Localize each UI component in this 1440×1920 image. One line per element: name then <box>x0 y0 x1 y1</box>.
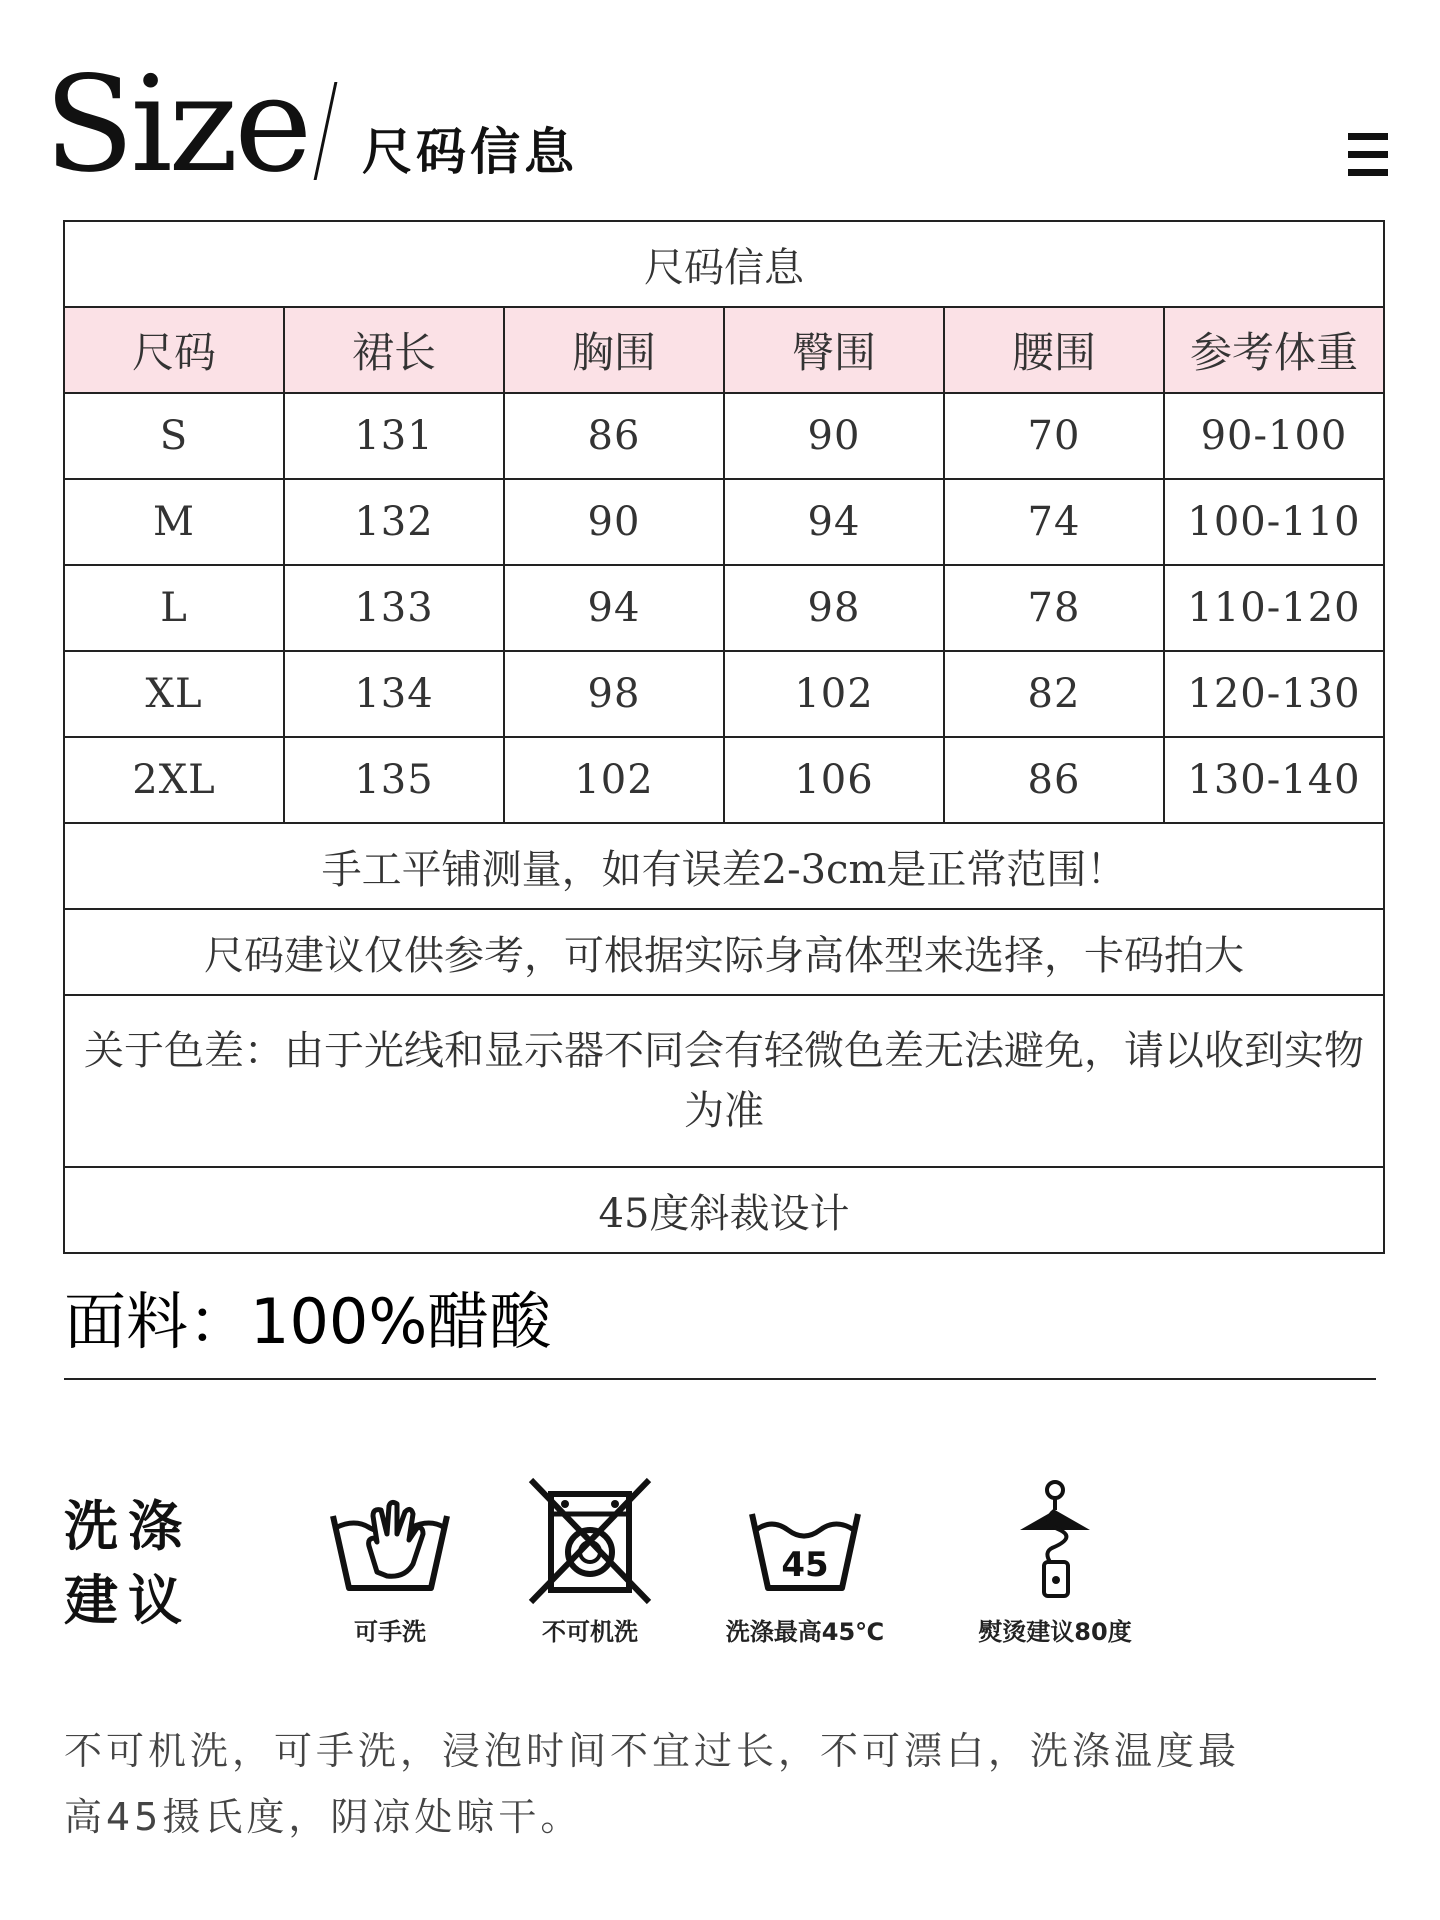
table-cell: 98 <box>724 565 944 651</box>
column-header-size: 尺码 <box>64 307 284 393</box>
table-cell: L <box>64 565 284 651</box>
table-cell: 110-120 <box>1164 565 1384 651</box>
size-info-subtitle: 尺码信息 <box>362 123 578 181</box>
table-cell: 90-100 <box>1164 393 1384 479</box>
no-machine-wash-label: 不可机洗 <box>542 1618 638 1646</box>
washing-title-line1: 洗涤 <box>64 1495 192 1558</box>
hamburger-menu-icon[interactable] <box>1348 133 1388 177</box>
section-divider <box>64 1378 1376 1380</box>
iron-care <box>955 1476 1155 1647</box>
table-row <box>64 651 1384 737</box>
size-advice-note: 尺码建议仅供参考，可根据实际身高体型来选择，卡码拍大 <box>64 909 1384 995</box>
table-cell: 102 <box>504 737 724 823</box>
table-cell: 70 <box>944 393 1164 479</box>
table-cell: 131 <box>284 393 504 479</box>
table-header-row <box>64 307 1384 393</box>
table-cell: 94 <box>504 565 724 651</box>
wash-45-label: 洗涤最高45℃ <box>725 1618 885 1646</box>
column-header-hip: 臀围 <box>724 307 944 393</box>
table-cell: 98 <box>504 651 724 737</box>
table-cell: 86 <box>944 737 1164 823</box>
note-row-advice <box>64 909 1384 995</box>
table-cell: 106 <box>724 737 944 823</box>
table-row <box>64 479 1384 565</box>
table-row <box>64 393 1384 479</box>
table-cell: 78 <box>944 565 1164 651</box>
table-cell: 82 <box>944 651 1164 737</box>
table-cell: 86 <box>504 393 724 479</box>
no-machine-wash-care <box>510 1476 670 1647</box>
table-cell: 74 <box>944 479 1164 565</box>
note-row-cut <box>64 1167 1384 1253</box>
washing-title-line2: 建议 <box>64 1569 192 1632</box>
wash-45-icon <box>740 1476 870 1606</box>
table-cell: 94 <box>724 479 944 565</box>
table-cell: 90 <box>724 393 944 479</box>
column-header-skirt-length: 裙长 <box>284 307 504 393</box>
table-cell: 134 <box>284 651 504 737</box>
table-row <box>64 565 1384 651</box>
wash-temp-text: 45 <box>781 1545 829 1585</box>
iron-hanger-icon <box>990 1476 1120 1606</box>
size-heading: Size <box>44 48 309 202</box>
table-title: 尺码信息 <box>64 221 1384 307</box>
bias-cut-note: 45度斜裁设计 <box>64 1167 1384 1253</box>
fabric-composition: 面料：100%醋酸 <box>64 1285 552 1358</box>
table-cell: XL <box>64 651 284 737</box>
hand-wash-label: 可手洗 <box>354 1618 426 1646</box>
washing-title <box>64 1490 214 1638</box>
table-cell: 90 <box>504 479 724 565</box>
table-cell: 2XL <box>64 737 284 823</box>
column-header-waist: 腰围 <box>944 307 1164 393</box>
table-cell: 100-110 <box>1164 479 1384 565</box>
hand-wash-care <box>310 1476 470 1647</box>
note-row-measure <box>64 823 1384 909</box>
washing-description: 不可机洗，可手洗，浸泡时间不宜过长，不可漂白，洗涤温度最高45摄氏度，阴凉处晾干。 <box>64 1729 1241 1839</box>
table-row <box>64 737 1384 823</box>
hand-wash-icon <box>325 1476 455 1606</box>
table-cell: 120-130 <box>1164 651 1384 737</box>
note-row-color <box>64 995 1384 1167</box>
table-title-row <box>64 221 1384 307</box>
page-header <box>44 48 1396 202</box>
table-cell: 135 <box>284 737 504 823</box>
column-header-bust: 胸围 <box>504 307 724 393</box>
table-cell: 102 <box>724 651 944 737</box>
color-difference-note: 关于色差：由于光线和显示器不同会有轻微色差无法避免，请以收到实物为准 <box>64 995 1384 1167</box>
table-cell: 130-140 <box>1164 737 1384 823</box>
table-cell: 133 <box>284 565 504 651</box>
heading-slash-divider <box>314 82 338 180</box>
measurement-note: 手工平铺测量，如有误差2-3cm是正常范围！ <box>64 823 1384 909</box>
column-header-weight: 参考体重 <box>1164 307 1384 393</box>
iron-label: 熨烫建议80度 <box>978 1618 1132 1646</box>
size-table <box>63 220 1385 1254</box>
table-cell: M <box>64 479 284 565</box>
wash-45-care <box>715 1476 895 1647</box>
table-cell: 132 <box>284 479 504 565</box>
no-machine-wash-icon <box>525 1476 655 1606</box>
table-cell: S <box>64 393 284 479</box>
